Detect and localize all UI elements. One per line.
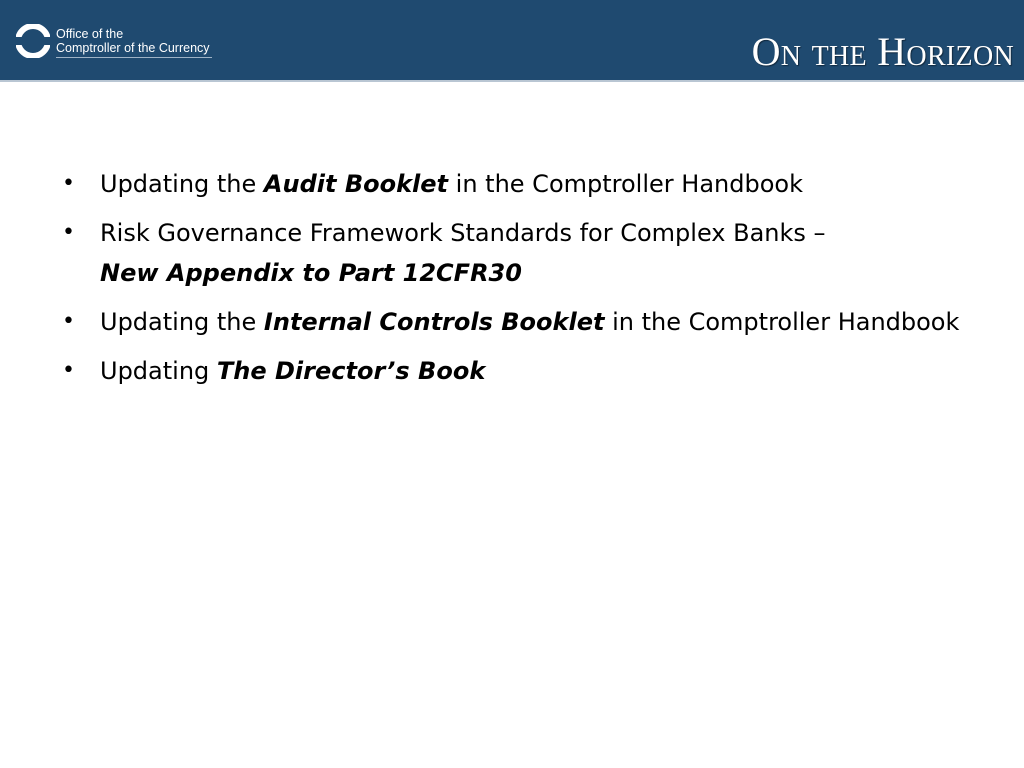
bullet-text-post: in the Comptroller Handbook (448, 170, 803, 198)
bullet-item (62, 213, 962, 293)
bullet-text-emphasis: Audit Booklet (263, 170, 449, 198)
bullet-dot-icon: • (62, 358, 75, 383)
bullet-dot-icon: • (62, 309, 75, 334)
agency-name-line2: Comptroller of the Currency (56, 41, 212, 58)
occ-logo-icon (16, 24, 50, 58)
bullet-item (62, 164, 962, 204)
bullet-item (62, 302, 962, 342)
bullet-text-emphasis: New Appendix to Part 12CFR30 (100, 259, 522, 287)
bullet-text-post: in the Comptroller Handbook (604, 308, 960, 336)
bullet-dot-icon: • (62, 220, 75, 245)
bullet-dot-icon: • (62, 171, 75, 196)
header-bar (0, 0, 1024, 82)
bullet-text-pre: Updating (100, 357, 217, 385)
slide-title: On the Horizon (751, 29, 1014, 74)
bullet-text-pre: Risk Governance Framework Standards for Complex Banks – (100, 219, 826, 247)
bullet-text-emphasis: The Director’s Book (216, 357, 486, 385)
bullet-list (62, 164, 962, 400)
agency-name (56, 27, 212, 58)
bullet-item (62, 351, 962, 391)
agency-name-line1: Office of the (56, 27, 124, 41)
bullet-text-emphasis: Internal Controls Booklet (263, 308, 605, 336)
bullet-text-pre: Updating the (100, 308, 264, 336)
bullet-text-pre: Updating the (100, 170, 264, 198)
